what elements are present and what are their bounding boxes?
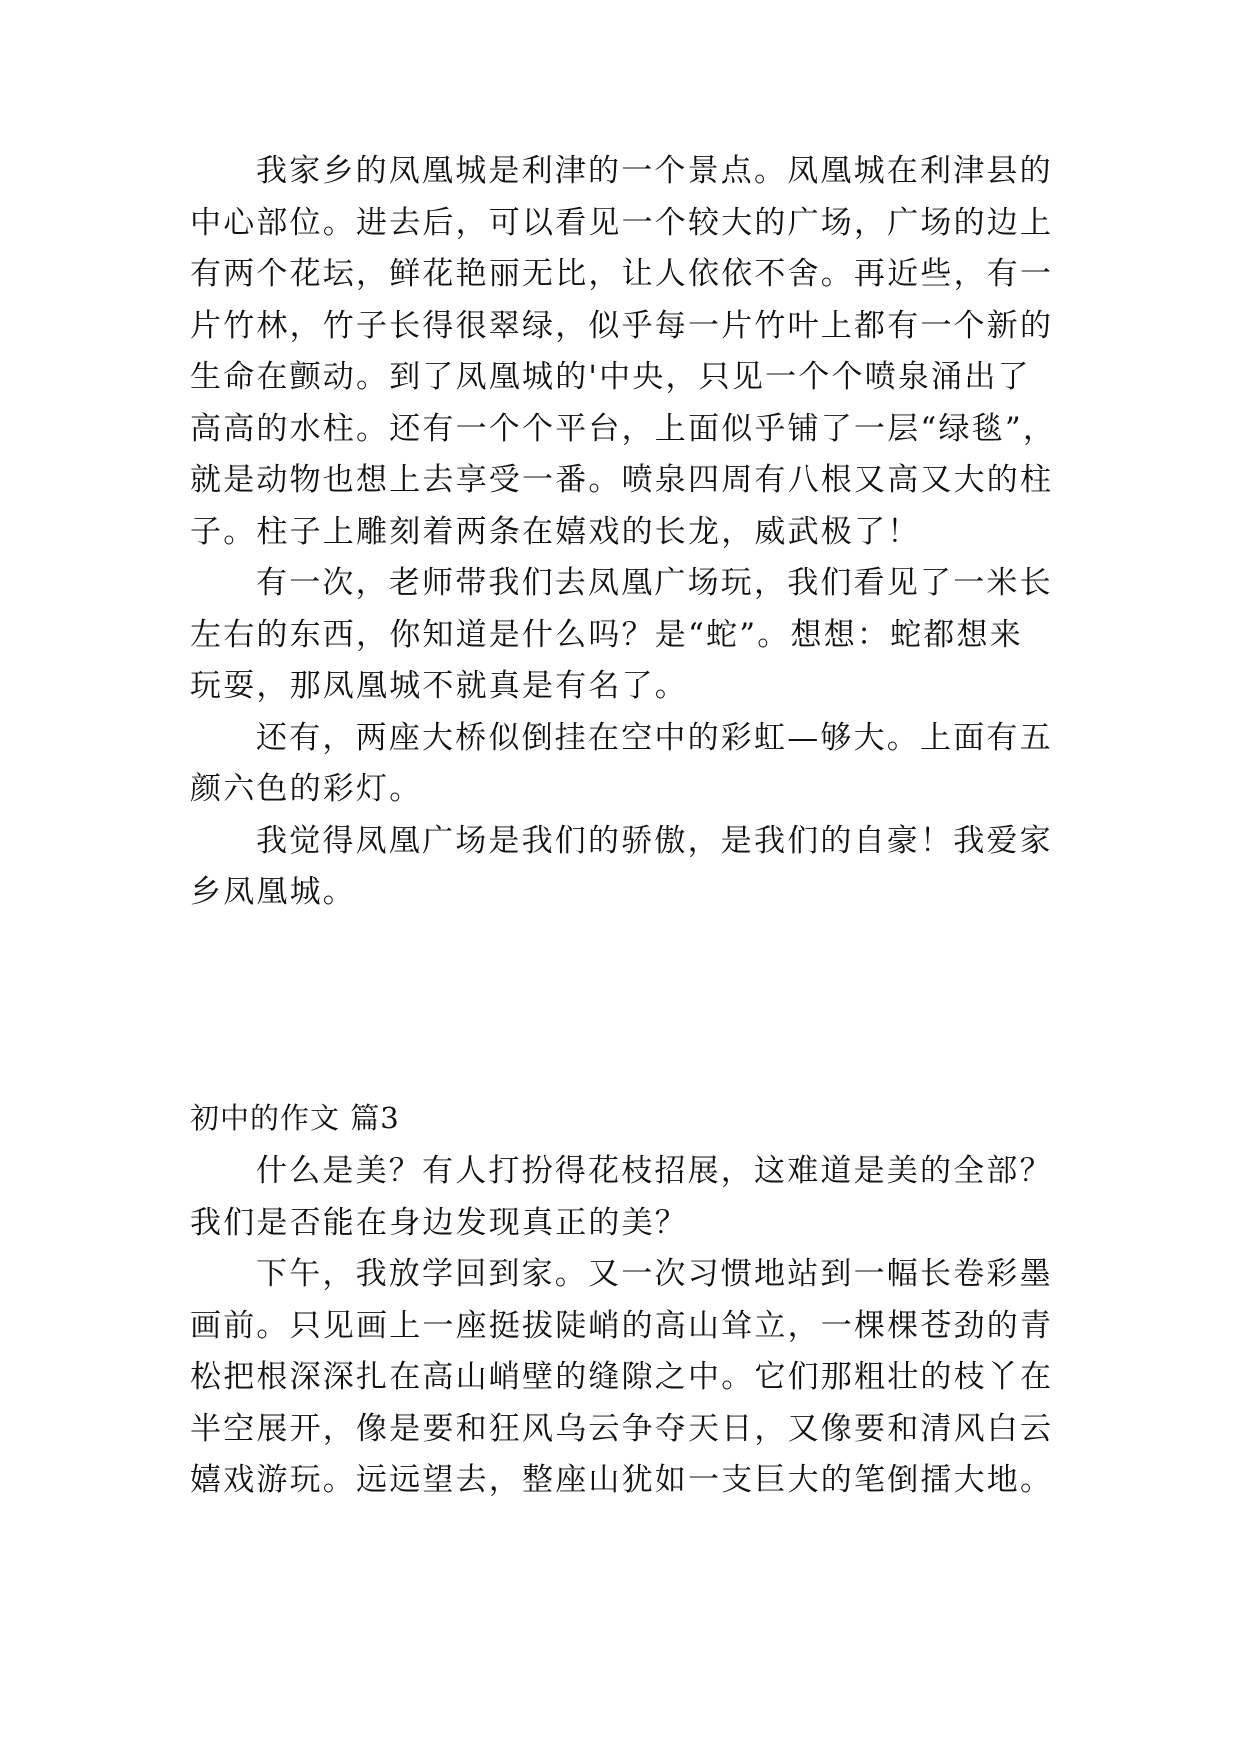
paragraph-4 bbox=[190, 816, 1070, 919]
text-line: 左右的东西，你知道是什么吗？是“蛇”。想想：蛇都想来 bbox=[190, 616, 1023, 653]
text-line: 有一次，老师带我们去凤凰广场玩，我们看见了一米长 bbox=[256, 565, 1053, 601]
text-line: 玩耍，那凤凰城不就真是有名了。 bbox=[190, 668, 688, 704]
text-line: 乡凤凰城。 bbox=[190, 874, 356, 910]
text-line: 还有，两座大桥似倒挂在空中的彩虹—够大。上面有五 bbox=[256, 719, 1053, 756]
text-line: 下午，我放学回到家。又一次习惯地站到一幅长卷彩墨 bbox=[256, 1256, 1053, 1292]
text-line: 我们是否能在身边发现真正的美？ bbox=[190, 1204, 688, 1241]
paragraph-2 bbox=[190, 558, 1070, 713]
text-line: 颜六色的彩灯。 bbox=[190, 771, 423, 807]
text-line: 子。柱子上雕刻着两条在嬉戏的长龙，威武极了！ bbox=[190, 513, 921, 550]
text-line: 嬉戏游玩。远远望去，整座山犹如一支巨大的笔倒擂大地。 bbox=[190, 1462, 1054, 1498]
text-line: 高高的水柱。还有一个个平台，上面似乎铺了一层“绿毯”， bbox=[190, 410, 1057, 447]
essay-section-2 bbox=[190, 1146, 1070, 1507]
paragraph-3 bbox=[190, 713, 1070, 816]
paragraph-5 bbox=[190, 1146, 1070, 1249]
text-line: 松把根深深扎在高山峭壁的缝隙之中。它们那粗壮的枝丫在 bbox=[190, 1359, 1054, 1395]
text-line: 我家乡的凤凰城是利津的一个景点。凤凰城在利津县的 bbox=[256, 153, 1053, 189]
essay-heading: 初中的作文 篇3 bbox=[190, 1101, 400, 1135]
text-line: 就是动物也想上去享受一番。喷泉四周有八根又高又大的柱 bbox=[190, 462, 1054, 498]
essay-section-1 bbox=[190, 146, 1070, 919]
text-line: 什么是美？有人打扮得花枝招展，这难道是美的全部？ bbox=[256, 1153, 1053, 1189]
text-line: 中心部位。进去后，可以看见一个较大的广场，广场的边上 bbox=[190, 204, 1054, 241]
paragraph-6 bbox=[190, 1249, 1070, 1507]
text-line: 片竹林，竹子长得很翠绿，似乎每一片竹叶上都有一个新的 bbox=[190, 307, 1054, 344]
text-line: 画前。只见画上一座挺拔陡峭的高山耸立，一棵棵苍劲的青 bbox=[190, 1307, 1054, 1344]
text-line: 半空展开，像是要和狂风乌云争夺天日，又像要和清风白云 bbox=[190, 1410, 1054, 1447]
text-line: 我觉得凤凰广场是我们的骄傲，是我们的自豪！我爱家 bbox=[256, 822, 1053, 859]
paragraph-1 bbox=[190, 146, 1070, 558]
text-line: 有两个花坛，鲜花艳丽无比，让人依依不舍。再近些，有一 bbox=[190, 256, 1054, 292]
text-line: 生命在颤动。到了凤凰城的'中央，只见一个个喷泉涌出了 bbox=[190, 359, 1031, 395]
